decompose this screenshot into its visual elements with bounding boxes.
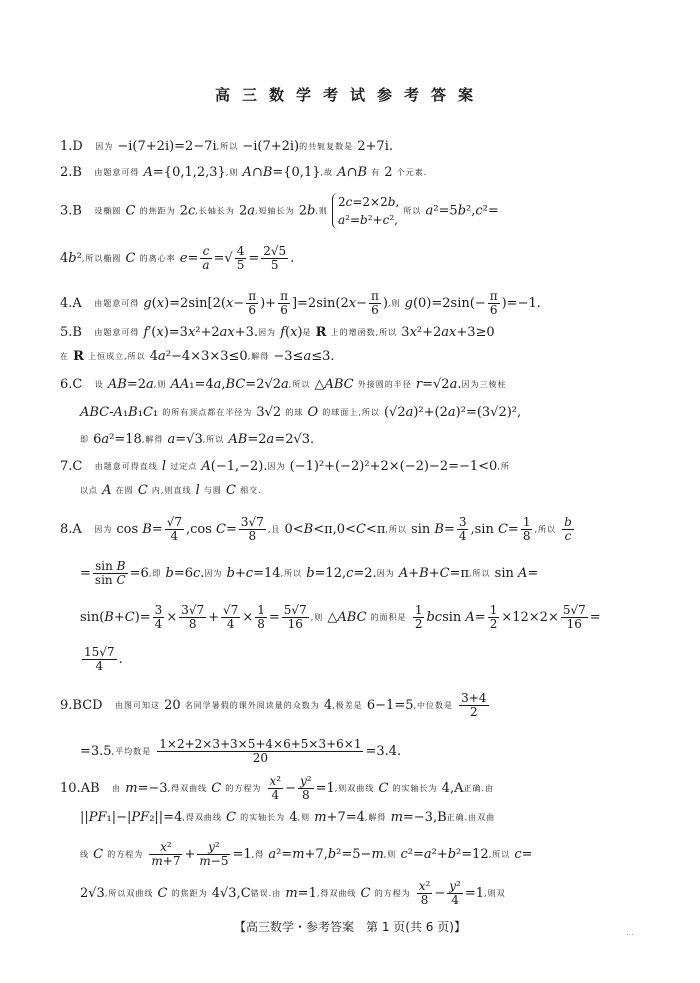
answer-1-choice: D xyxy=(72,139,83,154)
answer-5-choice: B xyxy=(72,325,82,340)
answer-9: 9.BCD 由图可知这 20 名同学暑假的课外阅读量的众数为 4,极差是 6−1=5,中位数是 $\frac{3+4}{2}$ xyxy=(60,691,487,719)
answer-10-choice: AB xyxy=(80,781,100,796)
answer-8-choice: A xyxy=(72,522,82,537)
answer-7-choice: C xyxy=(72,459,83,474)
answer-6-number: 6. xyxy=(60,377,73,392)
answer-2-number: 2. xyxy=(60,165,73,180)
answer-6-cont2: 即 6a²=18,解得 a=√3,所以 AB=2a=2√3. xyxy=(80,432,315,447)
answer-8-cont3: $\frac{15√7}{4}$ . xyxy=(84,645,123,673)
answer-9-choice: BCD xyxy=(72,698,103,713)
answer-8-number: 8. xyxy=(60,522,73,537)
answer-2: 2.B 由题意可得 A={0,1,2,3},则 A∩B={0,1},故 A∩B 有 2 个元素. xyxy=(60,165,428,180)
answer-7-cont: 以点 A 在圆 C 内,则直线 l 与圆 C 相交. xyxy=(80,483,262,498)
page-footer: 【高三数学・参考答案 第 1 页(共 6 页)】 xyxy=(234,920,466,934)
answer-10-cont1: ||PF₁|−|PF₂||=4,得双曲线 C 的实轴长为 4,则 m+7=4,解得 m=−3,B正确.由双曲 xyxy=(80,810,496,825)
answer-4-number: 4. xyxy=(60,296,73,311)
answer-1: 1.D 因为 −i(7+2i)=2−7i,所以 −i(7+2i)的共轭复数是 2+7i. xyxy=(60,139,393,154)
answer-3-number: 3. xyxy=(60,203,73,219)
answer-6-choice: C xyxy=(72,377,83,392)
answer-5: 5.B 由题意可得 f′(x)=3x²+2ax+3.因为 f(x)是 R 上的增函数,所以 3x²+2ax+3≥0 xyxy=(60,325,495,340)
answer-6: 6.C 设 AB=2a,则 AA₁=4a,BC=2√2a,所以 △ABC 外接圆的半径 r=√2a.因为三棱柱 xyxy=(60,377,507,392)
answer-10-number: 10. xyxy=(60,781,81,796)
answer-3-choice: B xyxy=(72,203,82,219)
answer-8-cont2: sin(B+C)= $\frac{3}{4}$ × $\frac{3√7}{8}$ + $\frac{√7}{4}$ × $\frac{1}{8}$ = $\frac{5√7}{16}$ ,则 △ABC 的面积是 $\frac{1}{2}$ bcsin A= $\frac{1}{2}$ ×12×2× $\frac{5√7}{16}$ = xyxy=(80,603,601,631)
answer-4: 4.A 由题意可得 g(x)=2sin[2(x− $\frac{\pi}{6}$ )+ $\frac{\pi}{6}$ ]=2sin(2x− $\frac{\pi}{6}$ ),则 g(0)=2sin(− $\frac{\pi}{6}$ )=−1. xyxy=(60,289,541,317)
answer-2-choice: B xyxy=(72,165,82,180)
answer-5-number: 5. xyxy=(60,325,73,340)
answer-10-cont2: 线 C 的方程为 $\frac{\text{x²}}{m+7}$ + $\frac{\text{y²}}{m-5}$ =1,得 a²=m+7,b²=5−m,则 c²=a²+b²=12,所以 c= xyxy=(80,840,533,868)
answer-3: 3.B 设椭圆 C 的焦距为 2c,长轴长为 2a,短轴长为 2b,则 2c=2×2b, a²=b²+c², 所以 a²=5b²,c²= xyxy=(60,195,499,227)
answer-10: 10.AB 由 m=−3,得双曲线 C 的方程为 $\frac{\text{x²}}{4}$ − $\frac{\text{y²}}{8}$ =1,则双曲线 C 的实轴长为 4,A正确.由 xyxy=(60,774,495,802)
answer-8: 8.A 因为 cos B= $\frac{√7}{4}$ ,cos C= $\frac{3√7}{8}$ ,且 0<B<π,0<C<π,所以 sin B= $\frac{3}{4}$ ,sin C= $\frac{1}{8}$ ,所以 $\frac{b}{c}$ xyxy=(60,515,572,543)
answer-9-number: 9. xyxy=(60,698,73,713)
answer-4-choice: A xyxy=(72,296,82,311)
answer-8-cont1: = $\frac{\text{sin B}}{\text{sin C}}$ =6,即 b=6c.因为 b+c=14,所以 b=12,c=2.因为 A+B+C=π,所以 sin A= xyxy=(80,559,539,587)
corner-mark: … xyxy=(626,928,634,937)
answer-3-cont: 4b²,所以椭圆 C 的离心率 e= $\frac{c}{a}$ =√ $\frac{4}{5}$ = $\frac{2√5}{5}$ . xyxy=(60,244,295,272)
answer-7-number: 7. xyxy=(60,459,73,474)
answer-1-number: 1. xyxy=(60,139,73,154)
page-title: 高三数学考试参考答案 xyxy=(214,86,485,104)
answer-6-cont1: ABC-A₁B₁C₁ 的所有顶点都在半径为 3√2 的球 O 的球面上,所以 (√2a)²+(2a)²=(3√2)², xyxy=(80,405,522,420)
answer-9-cont: =3.5,平均数是 $\frac{1\times 2+2\times 3+3\times 5+4\times 6+5\times 3+6\times 1}{20}$ =3.4. xyxy=(80,737,402,765)
answer-10-cont3: 2√3,所以双曲线 C 的焦距为 4√3,C错误.由 m=1,得双曲线 C 的方程为 $\frac{\text{x²}}{8}$ − $\frac{\text{y²}}{4}$ =1,则双 xyxy=(80,879,506,907)
answer-5-cont: 在 R 上恒成立,所以 4a²−4×3×3≤0,解得 −3≤a≤3. xyxy=(60,349,335,364)
answer-7: 7.C 由题意可得直线 l 过定点 A(−1,−2).因为 (−1)²+(−2)²+2×(−2)−2=−1<0,所 xyxy=(60,459,510,474)
